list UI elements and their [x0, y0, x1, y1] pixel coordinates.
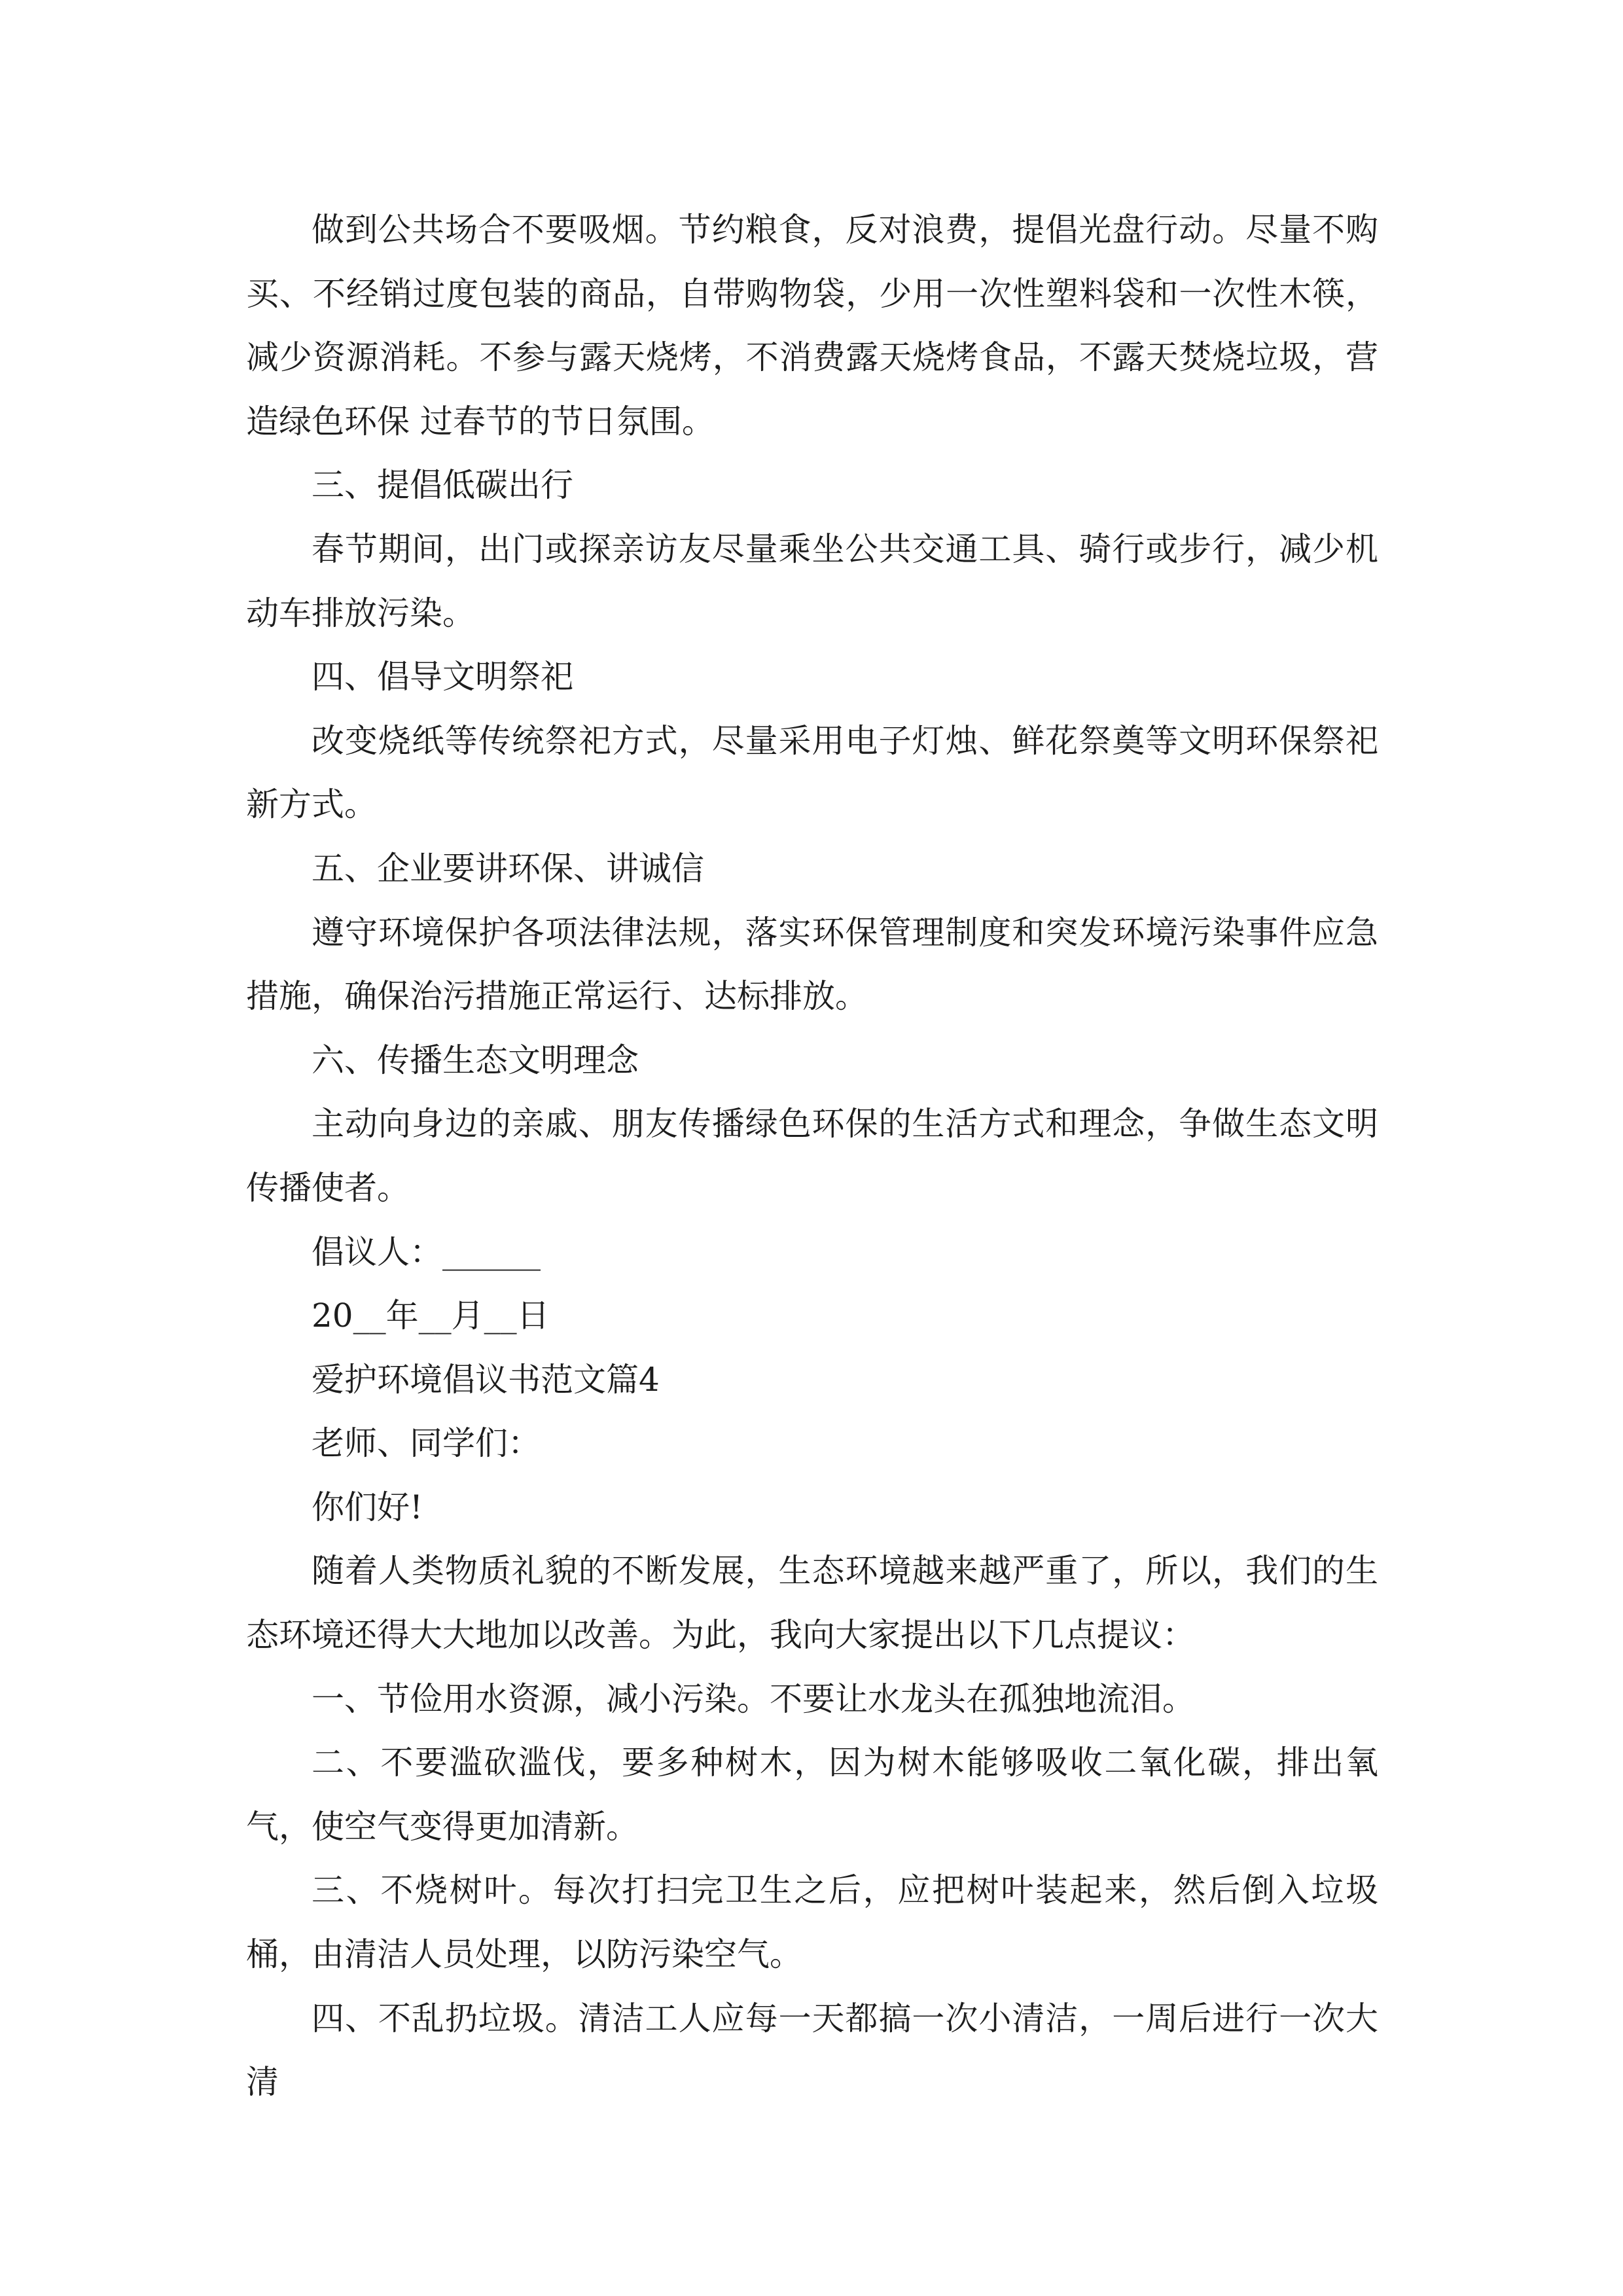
document-title: 爱护环境倡议书范文篇4: [312, 1360, 660, 1399]
greeting: 你们好!: [312, 1488, 423, 1526]
date-line: 20__年__月__日: [312, 1297, 550, 1335]
proposal-item: 二、不要滥砍滥伐，要多种树木，因为树木能够吸收二氧化碳，排出氧气，使空气变得更加清新。: [246, 1744, 1378, 1846]
proposal-item: 一、节俭用水资源，减小污染。不要让水龙头在孤独地流泪。: [312, 1679, 1195, 1718]
paragraph: 主动向身边的亲戚、朋友传播绿色环保的生活方式和理念，争做生态文明传播使者。: [246, 1105, 1378, 1207]
proposal-item: 三、不烧树叶。每次打扫完卫生之后，应把树叶装起来，然后倒入垃圾桶，由清洁人员处理，以防污染空气。: [246, 1871, 1378, 1974]
section-heading: 五、企业要讲环保、讲诚信: [312, 849, 704, 888]
signature-line: 倡议人：______: [312, 1232, 541, 1271]
paragraph: 遵守环境保护各项法律法规，落实环保管理制度和突发环境污染事件应急措施，确保治污措施正常运行、达标排放。: [246, 913, 1378, 1016]
paragraph: 改变烧纸等传统祭祀方式，尽量采用电子灯烛、鲜花祭奠等文明环保祭祀新方式。: [246, 721, 1378, 824]
document-body: [246, 198, 1378, 2115]
paragraph: 随着人类物质礼貌的不断发展，生态环境越来越严重了，所以，我们的生态环境还得大大地加以改善。为此，我向大家提出以下几点提议：: [246, 1552, 1378, 1655]
section-heading: 四、倡导文明祭祀: [312, 658, 573, 696]
salutation: 老师、同学们：: [312, 1424, 541, 1463]
section-heading: 六、传播生态文明理念: [312, 1041, 639, 1079]
section-heading: 三、提倡低碳出行: [312, 466, 573, 505]
paragraph: 做到公共场合不要吸烟。节约粮食，反对浪费，提倡光盘行动。尽量不购买、不经销过度包装的商品，自带购物袋，少用一次性塑料袋和一次性木筷，减少资源消耗。不参与露天烧烤，不消费露天烧烤食品，不露天焚烧垃圾，营造绿色环保 过春节的节日氛围。: [246, 211, 1378, 440]
paragraph: 春节期间，出门或探亲访友尽量乘坐公共交通工具、骑行或步行，减少机动车排放污染。: [246, 529, 1378, 632]
proposal-item: 四、不乱扔垃圾。清洁工人应每一天都搞一次小清洁，一周后进行一次大清: [246, 1999, 1378, 2102]
